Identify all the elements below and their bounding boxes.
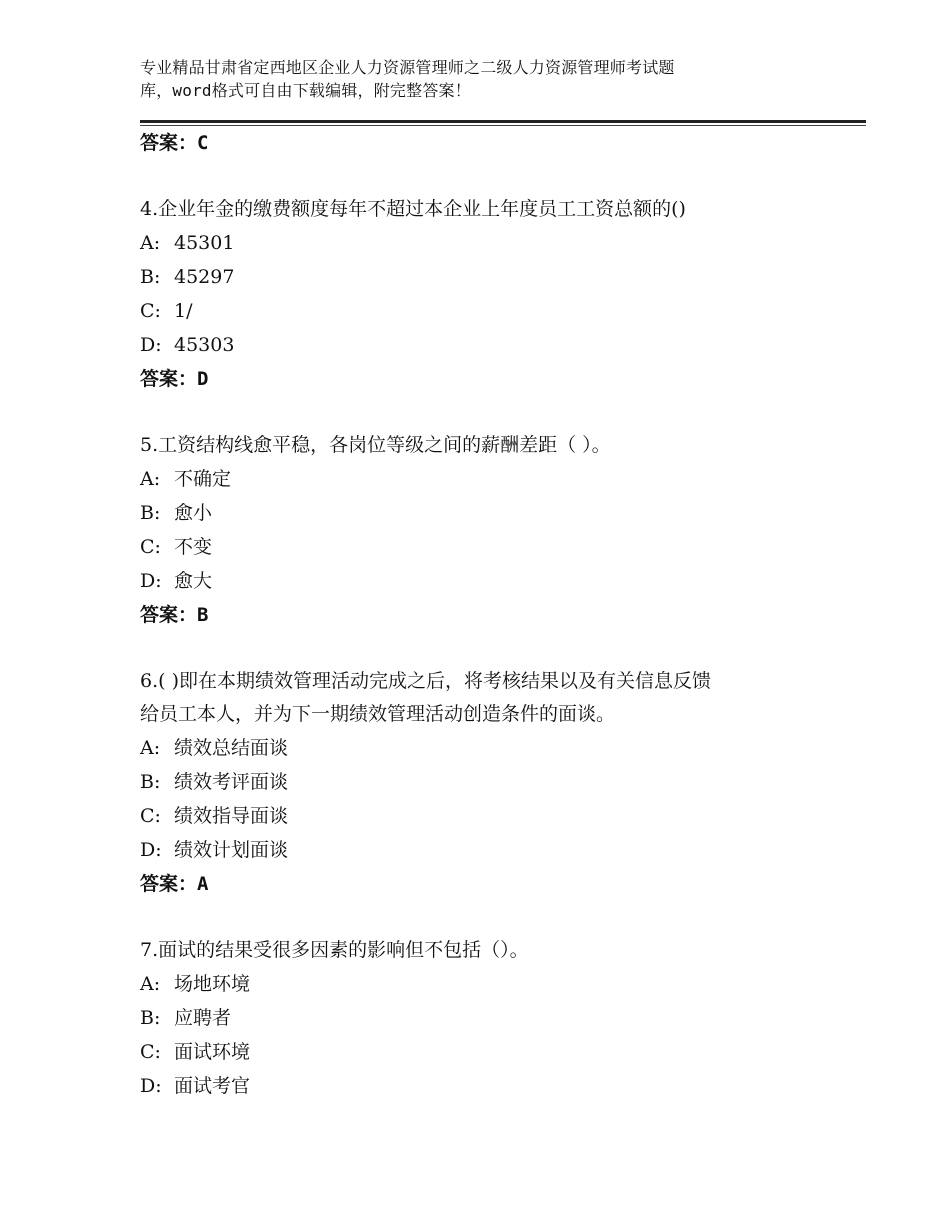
header-line-2: 库，word格式可自由下载编辑，附完整答案！ xyxy=(140,81,471,100)
option-d xyxy=(140,1069,860,1103)
option-letter: C: xyxy=(140,300,161,322)
question-stem xyxy=(140,665,860,731)
question-stem-line: 给员工本人，并为下一期绩效管理活动创造条件的面谈。 xyxy=(140,703,616,725)
question-item xyxy=(140,665,860,901)
question-list xyxy=(140,126,860,1103)
option-a xyxy=(140,967,860,1001)
question-item xyxy=(140,934,860,1103)
option-letter: C: xyxy=(140,1041,161,1063)
option-letter: A: xyxy=(140,737,161,759)
option-c xyxy=(140,1035,860,1069)
option-text: 绩效计划面谈 xyxy=(174,839,289,861)
option-letter: D: xyxy=(140,570,162,592)
option-text: 不确定 xyxy=(174,468,232,490)
option-b xyxy=(140,260,860,294)
option-b xyxy=(140,496,860,530)
option-letter: B: xyxy=(140,266,161,288)
option-text: 愈大 xyxy=(174,570,213,592)
question-stem xyxy=(140,934,860,967)
option-text: 绩效考评面谈 xyxy=(174,771,289,793)
option-a xyxy=(140,731,860,765)
document-header xyxy=(140,56,860,102)
option-a xyxy=(140,226,860,260)
option-a xyxy=(140,462,860,496)
option-letter: C: xyxy=(140,536,161,558)
header-line-1: 专业精品甘肃省定西地区企业人力资源管理师之二级人力资源管理师考试题 xyxy=(140,58,675,77)
option-letter: D: xyxy=(140,839,162,861)
option-text: 不变 xyxy=(174,536,213,558)
option-letter: D: xyxy=(140,1075,162,1097)
answer-line: 答案：D xyxy=(140,368,209,390)
answer-line: 答案：A xyxy=(140,873,209,895)
option-text: 绩效总结面谈 xyxy=(174,737,289,759)
question-item xyxy=(140,193,860,396)
question-stem-line: 6.( )即在本期绩效管理活动完成之后，将考核结果以及有关信息反馈 xyxy=(140,670,711,692)
option-letter: B: xyxy=(140,502,161,524)
option-letter: B: xyxy=(140,771,161,793)
option-letter: D: xyxy=(140,334,162,356)
option-b xyxy=(140,1001,860,1035)
option-d xyxy=(140,564,860,598)
option-text: 45303 xyxy=(174,334,235,356)
option-c xyxy=(140,530,860,564)
option-text: 应聘者 xyxy=(174,1007,232,1029)
option-letter: B: xyxy=(140,1007,161,1029)
option-d xyxy=(140,833,860,867)
option-text: 45297 xyxy=(174,266,235,288)
option-text: 45301 xyxy=(174,232,235,254)
option-text: 1/ xyxy=(174,300,193,322)
question-stem-line: 4.企业年金的缴费额度每年不超过本企业上年度员工工资总额的() xyxy=(140,198,686,220)
option-text: 绩效指导面谈 xyxy=(174,805,289,827)
option-text: 场地环境 xyxy=(174,973,251,995)
question-stem xyxy=(140,429,860,462)
option-d xyxy=(140,328,860,362)
question-stem xyxy=(140,193,860,226)
option-text: 愈小 xyxy=(174,502,213,524)
option-letter: C: xyxy=(140,805,161,827)
question-item xyxy=(140,429,860,632)
option-c xyxy=(140,294,860,328)
answer-line: 答案：C xyxy=(140,132,209,154)
header-divider-thick xyxy=(140,120,866,123)
option-letter: A: xyxy=(140,232,161,254)
question-stem-line: 7.面试的结果受很多因素的影响但不包括（）。 xyxy=(140,939,529,961)
option-text: 面试环境 xyxy=(174,1041,251,1063)
option-letter: A: xyxy=(140,468,161,490)
answer-line: 答案：B xyxy=(140,604,209,626)
option-c xyxy=(140,799,860,833)
question-stem-line: 5.工资结构线愈平稳，各岗位等级之间的薪酬差距（ ）。 xyxy=(140,434,611,456)
option-b xyxy=(140,765,860,799)
option-text: 面试考官 xyxy=(174,1075,251,1097)
option-letter: A: xyxy=(140,973,161,995)
